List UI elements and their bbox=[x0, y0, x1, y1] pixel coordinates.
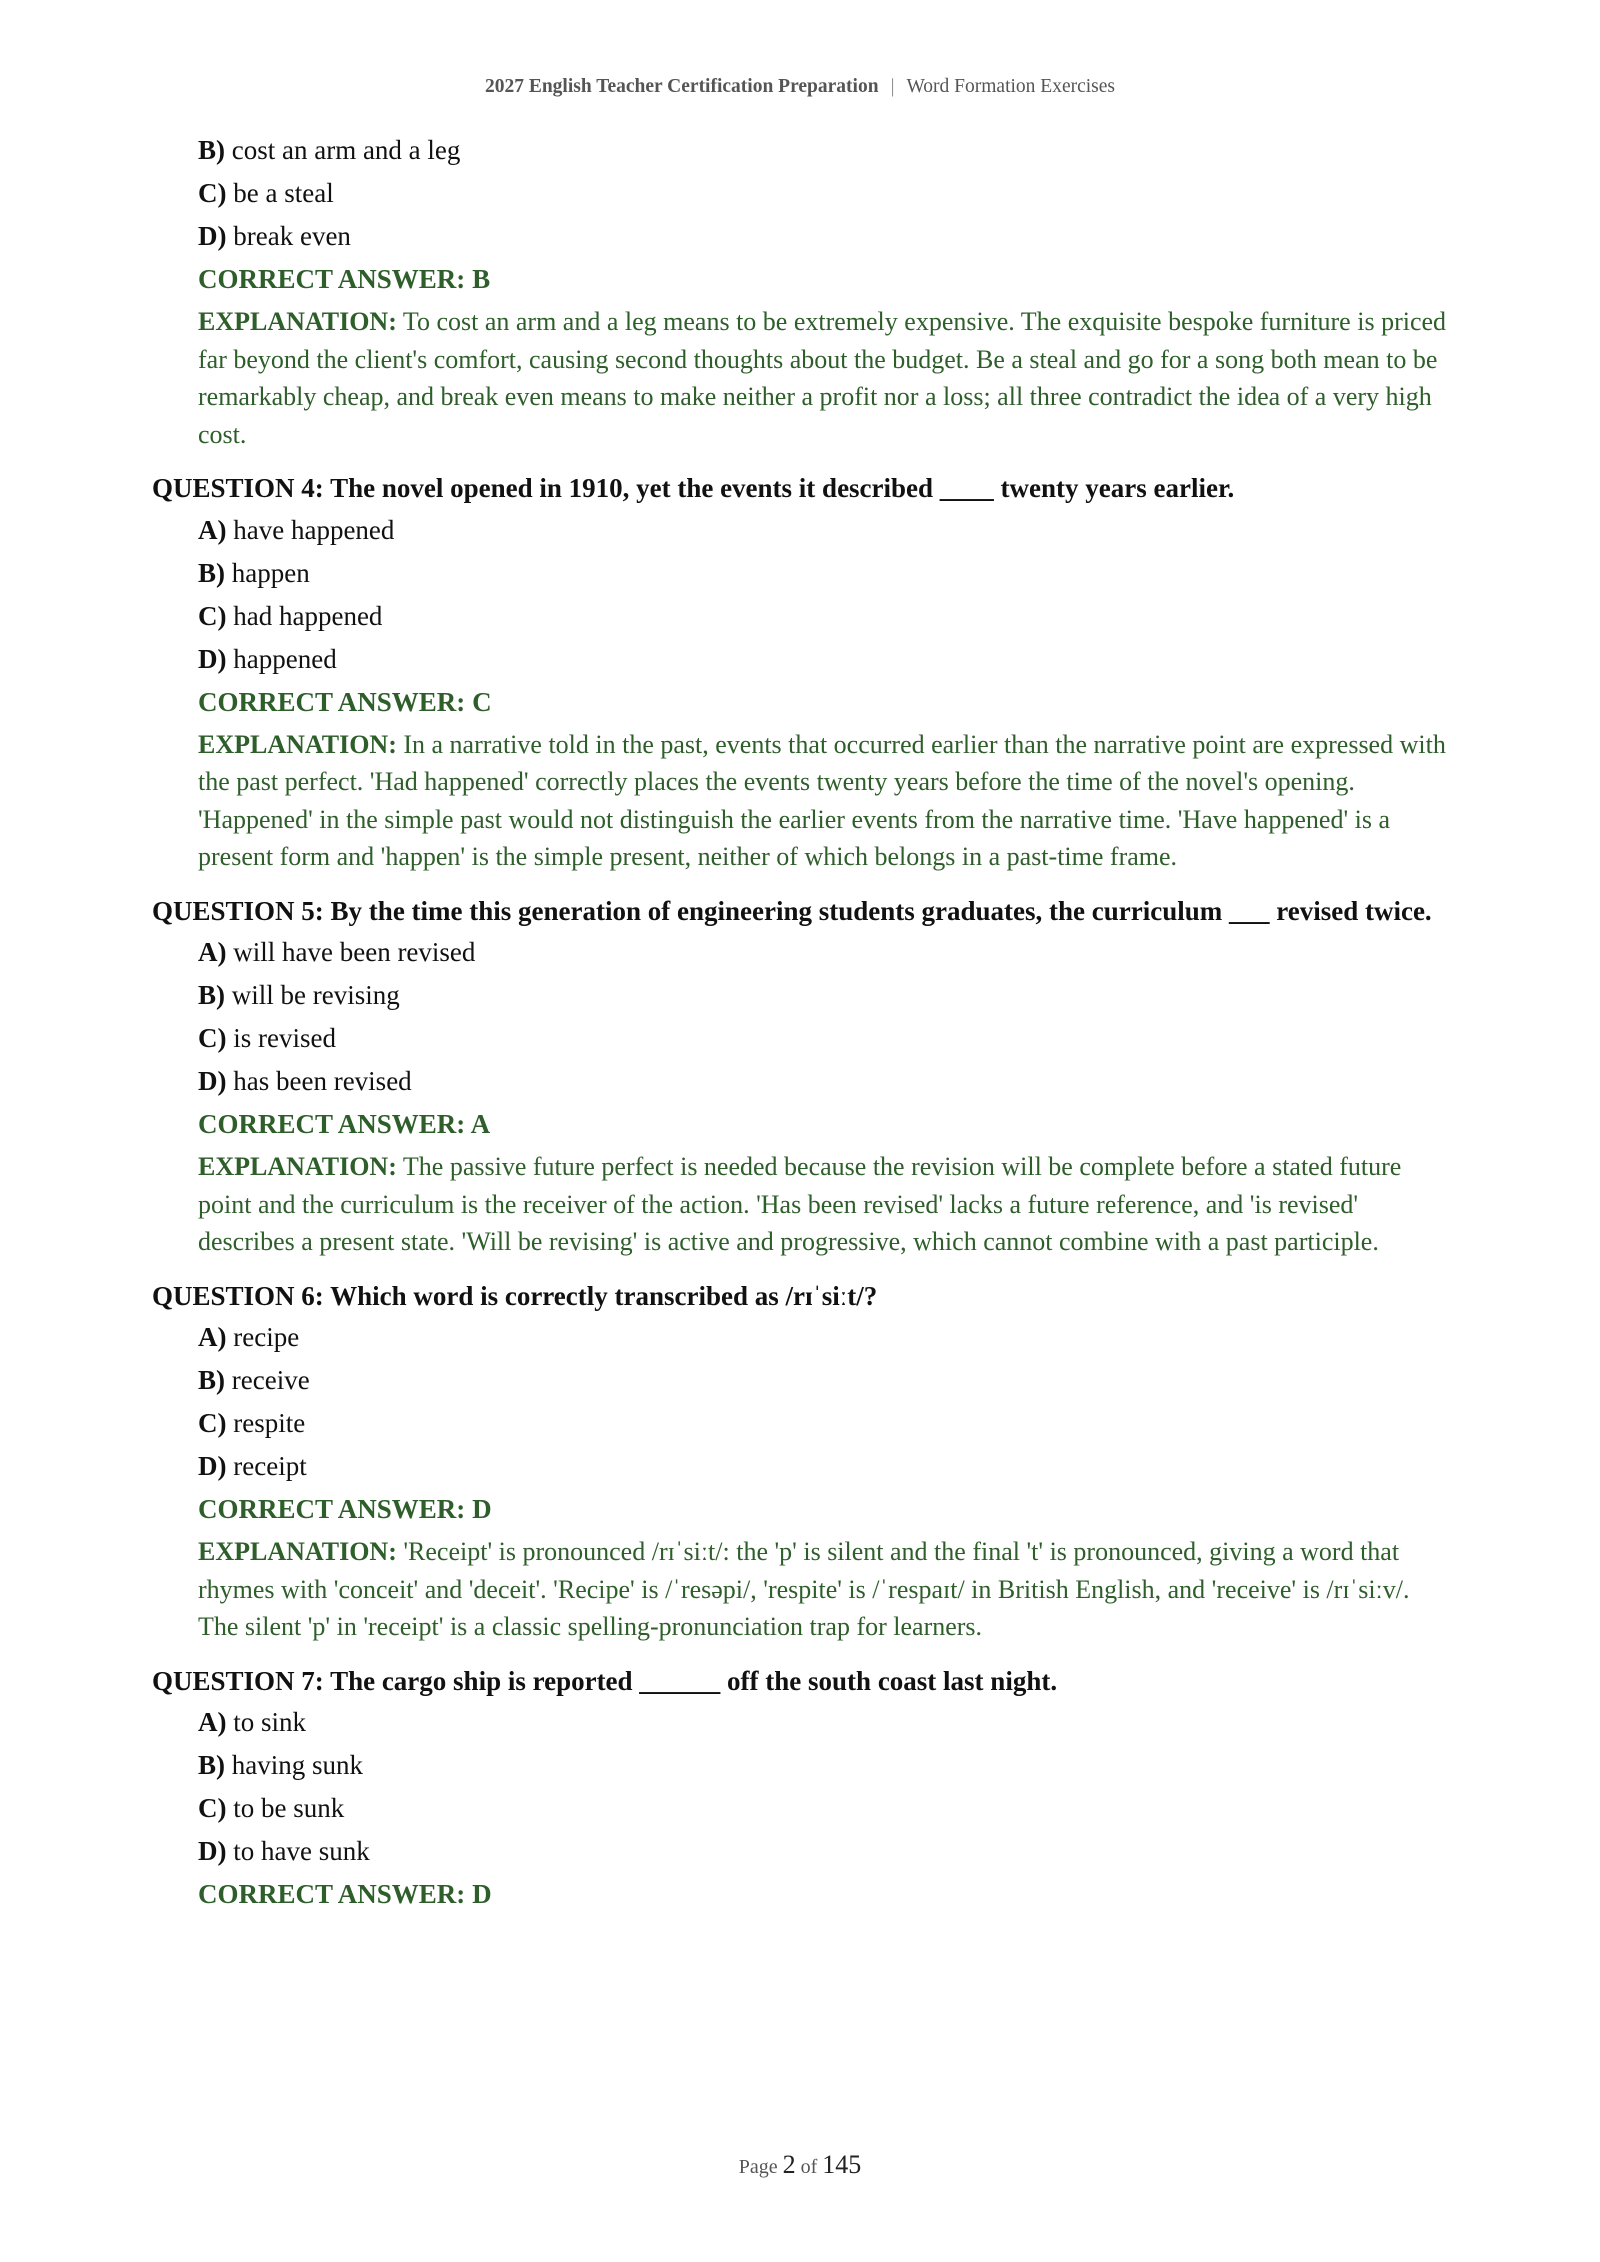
option-text: has been revised bbox=[233, 1066, 412, 1096]
option-text: had happened bbox=[233, 600, 383, 631]
question-text: The novel opened in 1910, yet the events it described ____ twenty years earlier. bbox=[330, 473, 1235, 503]
option-letter: B) bbox=[198, 557, 225, 588]
option-letter: B) bbox=[198, 1365, 225, 1395]
question-text: By the time this generation of engineering students graduates, the curriculum ___ revised twice. bbox=[330, 895, 1432, 926]
explanation-label: EXPLANATION: bbox=[198, 1537, 397, 1566]
option-text: to sink bbox=[233, 1707, 307, 1737]
question-label: QUESTION 5: bbox=[152, 895, 324, 926]
option-c bbox=[198, 1791, 1452, 1834]
option-letter: B) bbox=[198, 980, 225, 1010]
explanation bbox=[198, 1533, 1452, 1646]
option-text: happen bbox=[231, 557, 310, 588]
question-stem bbox=[152, 1278, 1452, 1316]
page-number: 2 bbox=[782, 2150, 796, 2179]
option-b bbox=[198, 133, 1452, 176]
correct-answer bbox=[198, 1107, 1452, 1150]
question-label: QUESTION 4: bbox=[152, 473, 324, 503]
question-label: QUESTION 6: bbox=[152, 1280, 324, 1311]
option-c bbox=[198, 1406, 1452, 1449]
correct-answer-label: CORRECT ANSWER: bbox=[198, 1879, 466, 1909]
header-title: 2027 English Teacher Certification Preparation bbox=[484, 76, 879, 97]
correct-answer bbox=[198, 1492, 1452, 1535]
explanation-label: EXPLANATION: bbox=[198, 307, 397, 336]
option-text: to be sunk bbox=[233, 1793, 345, 1823]
option-text: cost an arm and a leg bbox=[231, 135, 461, 165]
option-text: recipe bbox=[233, 1322, 300, 1352]
option-b bbox=[198, 556, 1452, 599]
correct-answer-value: D bbox=[472, 1879, 492, 1909]
correct-answer-label: CORRECT ANSWER: bbox=[198, 1109, 466, 1139]
option-text: respite bbox=[233, 1408, 306, 1438]
correct-answer-label: CORRECT ANSWER: bbox=[198, 1494, 466, 1524]
page-header bbox=[0, 76, 1600, 98]
header-separator: | bbox=[890, 76, 895, 97]
question-text: Which word is correctly transcribed as /rɪˈsiːt/? bbox=[330, 1280, 878, 1311]
option-a bbox=[198, 935, 1452, 978]
option-letter: A) bbox=[198, 937, 227, 967]
correct-answer-value: A bbox=[470, 1109, 491, 1139]
option-text: will be revising bbox=[231, 980, 400, 1010]
correct-answer-value: C bbox=[472, 686, 492, 717]
question-4 bbox=[152, 470, 1452, 876]
option-c bbox=[198, 176, 1452, 219]
option-d bbox=[198, 1449, 1452, 1492]
option-text: happened bbox=[233, 643, 337, 674]
explanation bbox=[198, 303, 1452, 453]
option-b bbox=[198, 1363, 1452, 1406]
explanation bbox=[198, 726, 1452, 876]
option-letter: D) bbox=[198, 643, 227, 674]
option-d bbox=[198, 1064, 1452, 1107]
question-3-continued bbox=[152, 133, 1452, 453]
question-stem bbox=[152, 470, 1452, 508]
option-a bbox=[198, 1320, 1452, 1363]
question-label: QUESTION 7: bbox=[152, 1665, 324, 1696]
question-5 bbox=[152, 893, 1452, 1261]
option-c bbox=[198, 1021, 1452, 1064]
correct-answer-label: CORRECT ANSWER: bbox=[198, 264, 466, 294]
option-text: receipt bbox=[233, 1451, 307, 1481]
option-d bbox=[198, 219, 1452, 262]
explanation bbox=[198, 1148, 1452, 1261]
question-6 bbox=[152, 1278, 1452, 1646]
option-a bbox=[198, 513, 1452, 556]
question-text: The cargo ship is reported ______ off the south coast last night. bbox=[330, 1665, 1058, 1696]
option-letter: A) bbox=[198, 1322, 227, 1352]
option-letter: D) bbox=[198, 1066, 227, 1096]
option-letter: B) bbox=[198, 1750, 225, 1780]
option-d bbox=[198, 1834, 1452, 1877]
of-word: of bbox=[800, 2156, 818, 2178]
option-letter: B) bbox=[198, 135, 225, 165]
correct-answer bbox=[198, 262, 1452, 305]
option-b bbox=[198, 1748, 1452, 1791]
option-text: to have sunk bbox=[233, 1836, 370, 1866]
correct-answer bbox=[198, 1877, 1452, 1920]
correct-answer-value: B bbox=[472, 264, 491, 294]
page-footer bbox=[0, 2150, 1600, 2180]
correct-answer-label: CORRECT ANSWER: bbox=[198, 686, 466, 717]
explanation-label: EXPLANATION: bbox=[198, 729, 397, 759]
option-b bbox=[198, 978, 1452, 1021]
option-text: break even bbox=[233, 221, 351, 251]
option-letter: D) bbox=[198, 1451, 227, 1481]
explanation-label: EXPLANATION: bbox=[198, 1152, 397, 1181]
question-7 bbox=[152, 1663, 1452, 1921]
correct-answer-value: D bbox=[472, 1494, 492, 1524]
option-letter: D) bbox=[198, 221, 227, 251]
option-a bbox=[198, 1705, 1452, 1748]
question-stem bbox=[152, 1663, 1452, 1701]
option-d bbox=[198, 642, 1452, 685]
option-text: receive bbox=[231, 1365, 310, 1395]
option-text: is revised bbox=[233, 1023, 336, 1053]
option-text: have happened bbox=[233, 514, 395, 545]
option-letter: A) bbox=[198, 1707, 227, 1737]
header-subtitle: Word Formation Exercises bbox=[906, 76, 1116, 97]
explanation-text: The passive future perfect is needed because the revision will be complete before a stated future point and the curriculum is the receiver of the action. 'Has been revised' lacks a future reference, and 'is revised' describes a present state. 'Will be revising' is active and progressive, which cannot combine with a past participle. bbox=[198, 1152, 1402, 1256]
page-word: Page bbox=[738, 2156, 778, 2178]
explanation-text: In a narrative told in the past, events that occurred earlier than the narrative point are expressed with the past perfect. 'Had happened' correctly places the events twenty years before the time of the novel's opening. 'Happened' in the simple past would not distinguish the earlier events from the narrative time. 'Have happened' is a present form and 'happen' is the simple present, neither of which belongs in a past-time frame. bbox=[198, 729, 1446, 871]
option-letter: C) bbox=[198, 1408, 227, 1438]
option-c bbox=[198, 599, 1452, 642]
option-letter: C) bbox=[198, 1023, 227, 1053]
option-letter: A) bbox=[198, 514, 227, 545]
correct-answer bbox=[198, 685, 1452, 728]
total-pages: 145 bbox=[822, 2150, 862, 2179]
explanation-text: To cost an arm and a leg means to be extremely expensive. The exquisite bespoke furniture is priced far beyond the client's comfort, causing second thoughts about the budget. Be a steal and go for a song both mean to be remarkably cheap, and break even means to make neither a profit nor a loss; all three contradict the idea of a very high cost. bbox=[198, 307, 1447, 449]
option-letter: C) bbox=[198, 178, 227, 208]
question-stem bbox=[152, 893, 1452, 931]
option-letter: D) bbox=[198, 1836, 227, 1866]
option-text: having sunk bbox=[231, 1750, 363, 1780]
option-letter: C) bbox=[198, 1793, 227, 1823]
page-content bbox=[152, 133, 1452, 1920]
explanation-text: 'Receipt' is pronounced /rɪˈsiːt/: the 'p' is silent and the final 't' is pronounced, giving a word that rhymes with 'conceit' and 'deceit'. 'Recipe' is /ˈresəpi/, 'respite' is /ˈrespaɪt/ in British English, and 'receive' is /rɪˈsiːv/. The silent 'p' in 'receipt' is a classic spelling-pronunciation trap for learners. bbox=[198, 1537, 1410, 1641]
option-text: will have been revised bbox=[233, 937, 476, 967]
option-letter: C) bbox=[198, 600, 227, 631]
option-text: be a steal bbox=[233, 178, 334, 208]
